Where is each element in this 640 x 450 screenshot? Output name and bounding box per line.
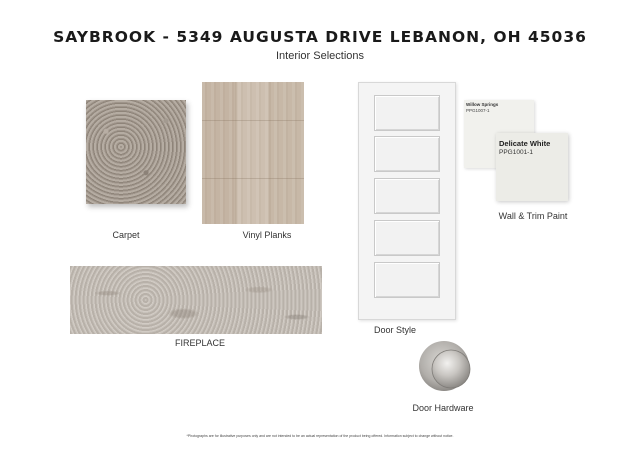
door-panel bbox=[374, 136, 440, 172]
page-subtitle: Interior Selections bbox=[275, 50, 365, 62]
fireplace-stone-image bbox=[70, 266, 322, 334]
carpet-sample-image bbox=[86, 100, 186, 204]
door-panel bbox=[374, 220, 440, 256]
paint-swatch-delicate-white bbox=[496, 133, 568, 201]
paint-label: Wall & Trim Paint bbox=[498, 211, 568, 221]
page-title: SAYBROOK - 5349 AUGUSTA DRIVE LEBANON, OH 45036 bbox=[53, 28, 587, 46]
door-style-label: Door Style bbox=[373, 325, 417, 335]
carpet-label: Carpet bbox=[112, 230, 140, 240]
door-panel bbox=[374, 262, 440, 298]
plank-seam bbox=[202, 178, 304, 179]
swatch-name: Delicate White bbox=[499, 139, 551, 148]
door-panel bbox=[374, 178, 440, 214]
door-knob-icon bbox=[418, 336, 478, 396]
door-style-image bbox=[358, 82, 456, 320]
fireplace-label: FIREPLACE bbox=[174, 338, 225, 348]
swatch-name: Willow Springs bbox=[466, 102, 499, 107]
swatch-code: PPG1007-1 bbox=[466, 108, 490, 113]
vinyl-planks-label: Vinyl Planks bbox=[242, 230, 292, 240]
plank-seam bbox=[202, 120, 304, 121]
vinyl-plank-sample-image bbox=[202, 82, 304, 224]
swatch-code: PPG1001-1 bbox=[499, 149, 533, 156]
door-hardware-label: Door Hardware bbox=[412, 403, 474, 413]
door-knob-image bbox=[418, 336, 478, 396]
disclaimer: *Photographs are for illustrative purposes only and are not intended to be an actual representation of the product being offered. Information subject to change without notice. bbox=[186, 434, 454, 438]
door-panel bbox=[374, 95, 440, 131]
